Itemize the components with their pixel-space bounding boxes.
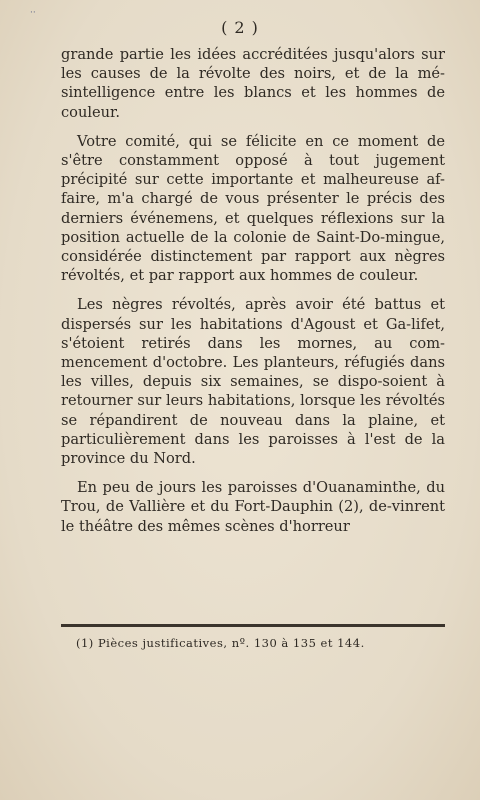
paragraph-continuation: grande partie les idées accréditées jusqu'alors sur les causes de la révolte des noirs, et de la mé-sintelligence entre les blancs et les hommes de couleur. (61, 46, 445, 121)
page-number: ( 2 ) (221, 18, 259, 37)
footnote-rule (61, 624, 445, 627)
paragraph-paroisses: En peu de jours les paroisses d'Ouanaminthe, du Trou, de Vallière et du Fort-Dauphin (2), de-vinrent le théâtre des mêmes scènes d'horreur (61, 479, 445, 535)
footnote: (1) Pièces justificatives, nº. 130 à 135 et 144. (76, 636, 365, 650)
body-text (61, 45, 445, 536)
corner-mark: ·· (30, 8, 36, 18)
paragraph-negres-revoltes: Les nègres révoltés, après avoir été battus et dispersés sur les habitations d'Agoust et Ga-lifet, s'étoient retirés dans les mornes, au com-mencement d'octobre. Les planteurs, réfugiés dans les villes, depuis six semaines, se dispo-soient à retourner sur leurs habitations, lorsque les révoltés se répandirent de nouveau dans la plaine, et particulièrement dans les paroisses à l'est de la province du Nord. (61, 296, 445, 468)
paragraph-comite: Votre comité, qui se félicite en ce moment de s'être constamment opposé à tout jugement précipité sur cette importante et malheureuse af-faire, m'a chargé de vous présenter le précis des derniers événemens, et quelques réflexions sur la position actuelle de la colonie de Saint-Do-mingue, considérée distinctement par rapport aux nègres révoltés, et par rapport aux hommes de couleur. (61, 132, 445, 285)
